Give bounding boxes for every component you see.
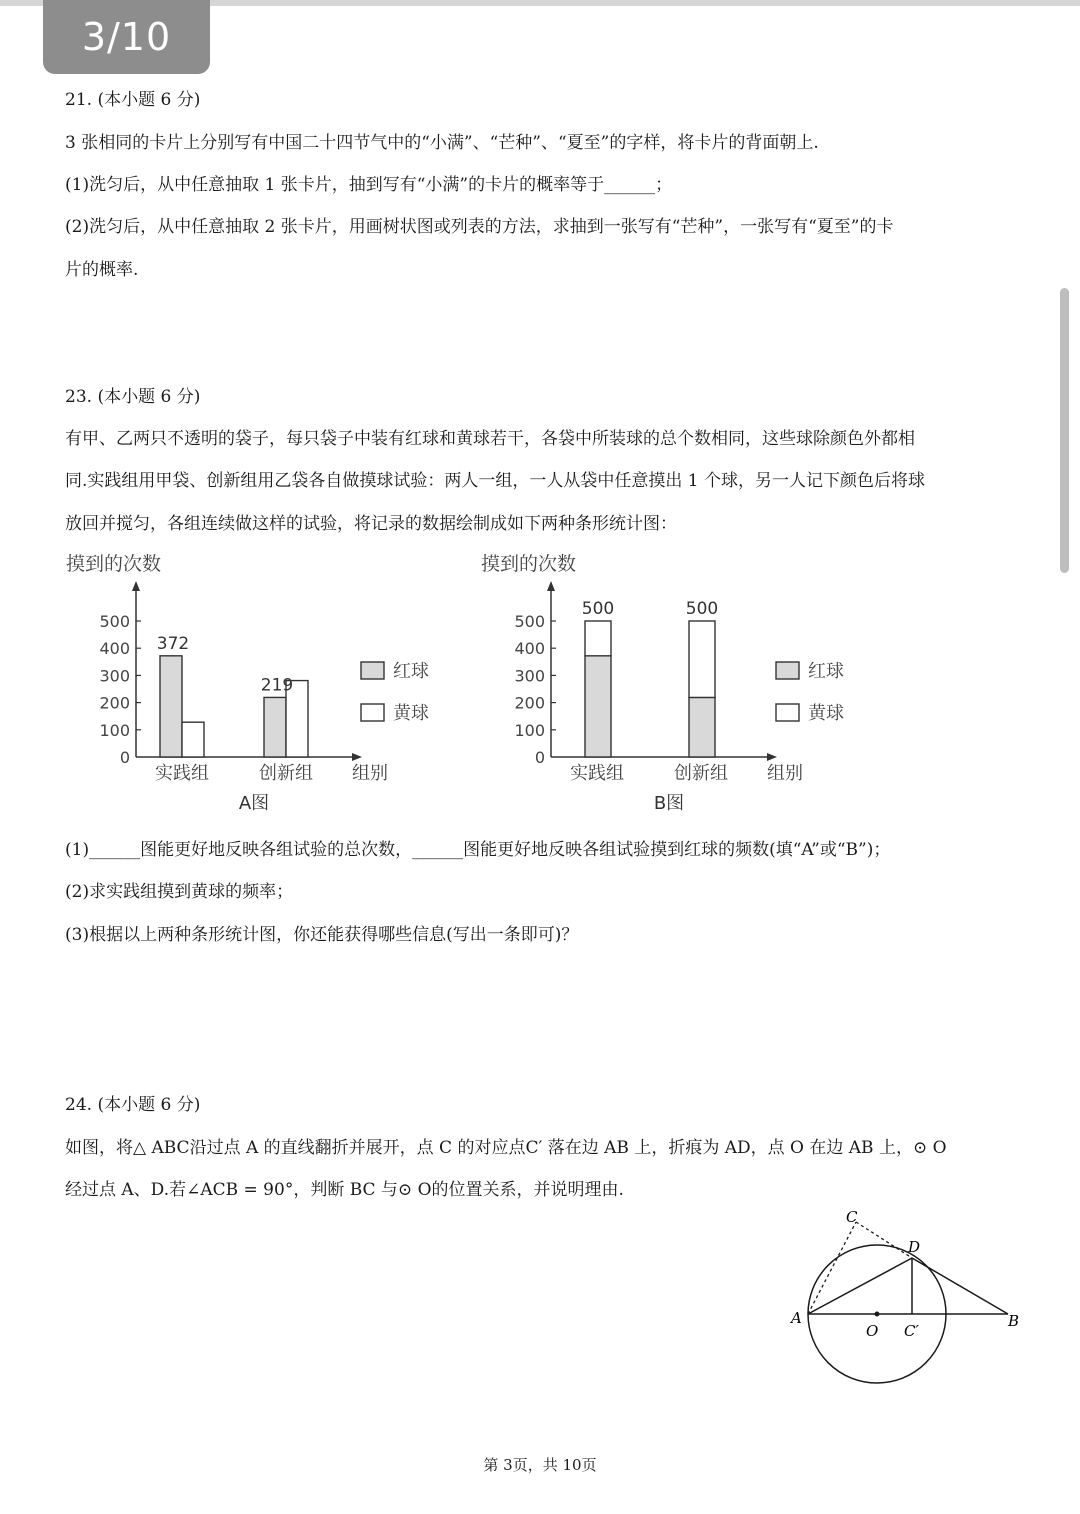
q23-part1: (1)______图能更好地反映各组试验的总次数，______图能更好地反映各组试验摸到红球的频数(填“A”或“B”)； bbox=[65, 840, 891, 860]
dashed-ac bbox=[808, 1222, 856, 1314]
chart-b bbox=[475, 545, 875, 825]
x-category-label: 实践组 bbox=[155, 763, 209, 784]
legend-label: 红球 bbox=[808, 661, 844, 682]
q21-part2-line2: 片的概率. bbox=[65, 260, 139, 280]
y-axis-arrow bbox=[132, 581, 140, 591]
legend-swatch bbox=[776, 704, 799, 721]
scrollbar-thumb[interactable] bbox=[1060, 288, 1069, 573]
label-a: A bbox=[791, 1309, 802, 1327]
x-axis-title: 组别 bbox=[767, 763, 803, 784]
chart-b-svg bbox=[475, 545, 875, 825]
bar-red bbox=[160, 656, 182, 757]
chart-caption: B图 bbox=[653, 793, 685, 814]
page-footer: 第 3页，共 10页 bbox=[483, 1456, 597, 1474]
bar-red bbox=[585, 656, 611, 757]
q23-heading: 23. (本小题 6 分) bbox=[65, 387, 201, 407]
x-category-label: 实践组 bbox=[570, 763, 624, 784]
y-tick-label: 100 bbox=[99, 720, 130, 740]
x-axis-arrow bbox=[767, 753, 777, 761]
x-axis-arrow bbox=[352, 753, 362, 761]
q21-stem: 3 张相同的卡片上分别写有中国二十四节气中的“小满”、“芒种”、“夏至”的字样，将卡片的背面朝上. bbox=[65, 133, 819, 153]
chart-a bbox=[60, 545, 460, 825]
bar-yellow bbox=[585, 621, 611, 656]
bar-yellow bbox=[689, 621, 715, 697]
chart-caption: A图 bbox=[238, 793, 270, 814]
bar-data-label: 219 bbox=[260, 675, 294, 696]
y-tick-label: 400 bbox=[514, 639, 545, 659]
y-axis-arrow bbox=[547, 581, 555, 591]
label-c: C bbox=[846, 1208, 858, 1226]
bar-red bbox=[689, 697, 715, 757]
y-tick-label: 200 bbox=[514, 693, 545, 713]
bar-data-label: 500 bbox=[685, 599, 719, 619]
legend-label: 黄球 bbox=[808, 703, 844, 724]
y-tick-label: 300 bbox=[514, 666, 545, 686]
segment-ad bbox=[808, 1258, 912, 1314]
segment-db bbox=[912, 1258, 1008, 1314]
legend-swatch bbox=[361, 704, 384, 721]
x-axis-title: 组别 bbox=[352, 763, 388, 784]
x-category-label: 创新组 bbox=[674, 763, 728, 784]
q23-stem-line1: 有甲、乙两只不透明的袋子，每只袋子中装有红球和黄球若干，各袋中所装球的总个数相同，这些球除颜色外都相 bbox=[65, 429, 915, 449]
legend-swatch bbox=[361, 662, 384, 679]
chart-a-svg bbox=[60, 545, 460, 825]
y-tick-label: 500 bbox=[99, 612, 130, 631]
label-b: B bbox=[1008, 1312, 1020, 1330]
legend-label: 红球 bbox=[393, 661, 429, 682]
y-axis-title: 摸到的次数 bbox=[66, 553, 162, 575]
q23-part3: (3)根据以上两种条形统计图，你还能获得哪些信息(写出一条即可)？ bbox=[65, 925, 579, 945]
q24-geometry-figure bbox=[780, 1206, 1040, 1391]
legend-swatch bbox=[776, 662, 799, 679]
q23-stem-line3: 放回并搅匀，各组连续做这样的试验，将记录的数据绘制成如下两种条形统计图： bbox=[65, 514, 677, 534]
page-indicator-badge: 3/10 bbox=[43, 0, 210, 74]
y-tick-label: 0 bbox=[119, 748, 130, 767]
bar-data-label: 372 bbox=[156, 633, 190, 654]
y-tick-label: 100 bbox=[514, 720, 545, 740]
label-c-prime: C′ bbox=[904, 1322, 919, 1340]
y-axis-title: 摸到的次数 bbox=[481, 553, 577, 575]
label-d: D bbox=[908, 1238, 921, 1256]
bar-yellow bbox=[182, 722, 204, 757]
q23-stem-line2: 同.实践组用甲袋、创新组用乙袋各自做摸球试验：两人一组，一人从袋中任意摸出 1 个球，另一人记下颜色后将球 bbox=[65, 471, 926, 491]
y-tick-label: 200 bbox=[99, 693, 130, 713]
q21-part1: (1)洗匀后，从中任意抽取 1 张卡片，抽到写有“小满”的卡片的概率等于______； bbox=[65, 175, 673, 195]
bar-data-label: 500 bbox=[581, 599, 615, 619]
y-tick-label: 300 bbox=[99, 666, 130, 686]
x-category-label: 创新组 bbox=[259, 763, 313, 784]
q24-stem-line1: 如图，将△ ABC沿过点 A 的直线翻折并展开，点 C 的对应点C′ 落在边 AB 上，折痕为 AD，点 O 在边 AB 上，⊙ O bbox=[65, 1138, 947, 1158]
y-tick-label: 500 bbox=[514, 612, 545, 631]
bar-red bbox=[264, 697, 286, 757]
y-tick-label: 400 bbox=[99, 639, 130, 659]
q21-part2-line1: (2)洗匀后，从中任意抽取 2 张卡片，用画树状图或列表的方法，求抽到一张写有“芒种”，一张写有“夏至”的卡 bbox=[65, 217, 894, 237]
dashed-cd bbox=[856, 1222, 912, 1258]
y-tick-label: 0 bbox=[534, 748, 545, 767]
q24-stem-line2: 经过点 A、D.若∠ACB = 90°，判断 BC 与⊙ O的位置关系，并说明理由. bbox=[65, 1180, 624, 1200]
q23-part2: (2)求实践组摸到黄球的频率； bbox=[65, 882, 294, 902]
q21-heading: 21. (本小题 6 分) bbox=[65, 90, 201, 110]
q24-heading: 24. (本小题 6 分) bbox=[65, 1095, 201, 1115]
legend-label: 黄球 bbox=[393, 703, 429, 724]
label-o: O bbox=[866, 1322, 879, 1340]
point-o bbox=[875, 1312, 880, 1317]
